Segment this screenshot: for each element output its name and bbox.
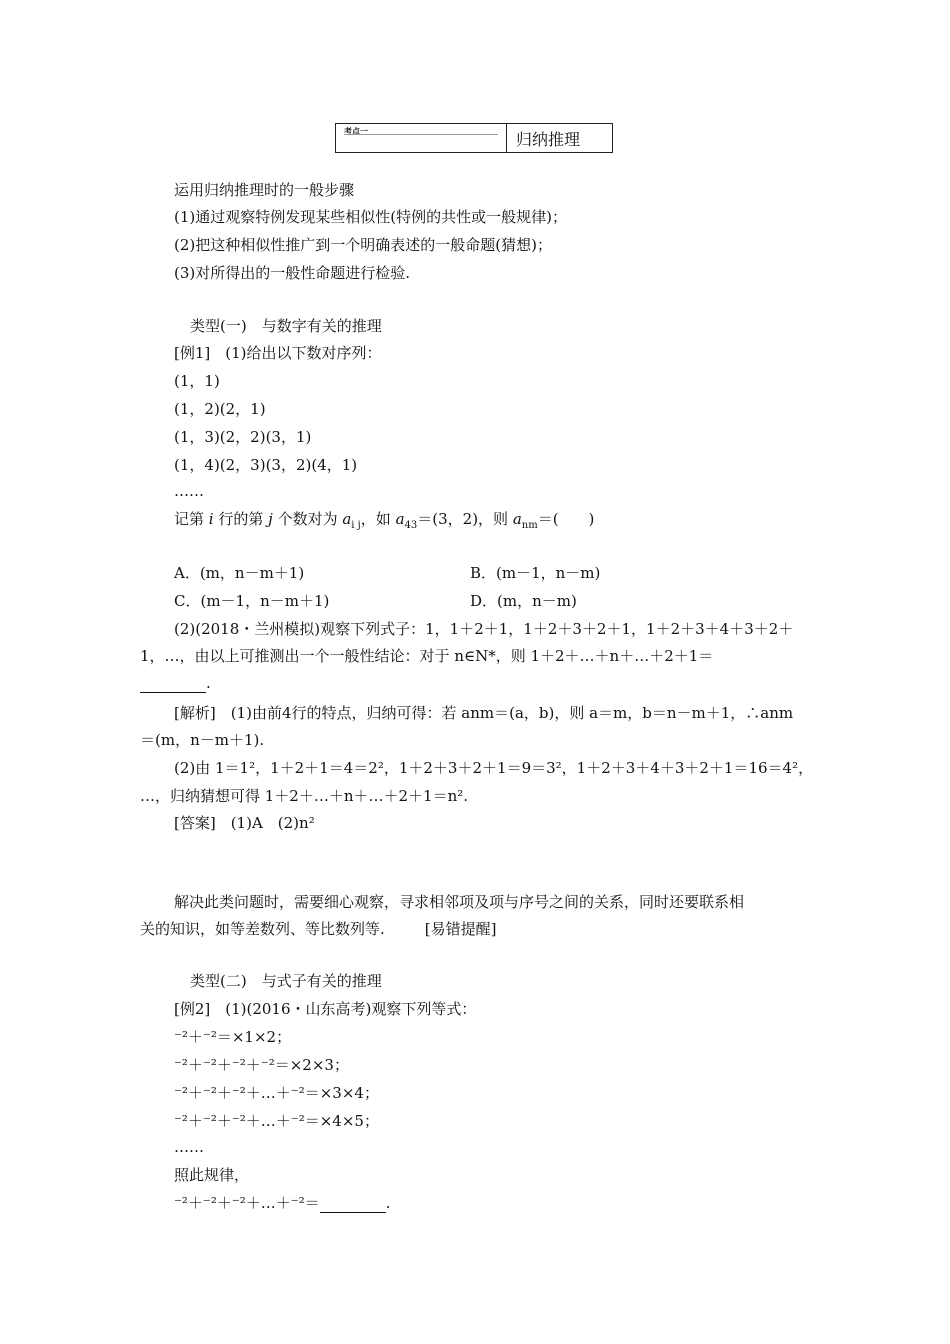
final-blank — [320, 1198, 386, 1213]
part2-line-1: (2)(2018・兰州模拟)观察下列式子：1，1＋2＋1，1＋2＋3＋2＋1，1＋2＋3＋4＋3＋2＋ — [174, 620, 794, 638]
example1-intro: [例1] (1)给出以下数对序列： — [174, 344, 382, 362]
question-a3: a — [512, 510, 522, 528]
final-end: . — [385, 1194, 391, 1212]
intro-step-3: (3)对所得出的一般性命题进行检验. — [174, 264, 411, 282]
equation-dots: …… — [174, 1138, 204, 1156]
question-sub-ij: i j — [351, 520, 361, 531]
analysis-line-1: [解析] (1)由前4行的特点，归纳可得：若 anm＝(a，b)，则 a＝m，b＝n－m＋1，∴anm — [174, 704, 794, 722]
question-a2: a — [395, 510, 405, 528]
section-tag: 考点一 — [344, 126, 368, 136]
sequence-row-3: (1，3)(2，2)(3，1) — [174, 428, 312, 446]
intro-step-2: (2)把这种相似性推广到一个明确表述的一般命题(猜想)； — [174, 236, 552, 254]
question-text-1: 记第 — [174, 510, 209, 528]
tip-line-2 — [140, 919, 497, 939]
part2-line-3 — [140, 673, 211, 693]
sequence-dots: …… — [174, 482, 204, 500]
final-equation-text: ⁻²＋⁻²＋⁻²＋…＋⁻²＝ — [174, 1194, 320, 1212]
question-text-6: ＝( ) — [537, 510, 595, 528]
question-sub-43: 43 — [404, 520, 418, 531]
intro-heading: 运用归纳推理时的一般步骤 — [174, 181, 355, 199]
section-title: 归纳推理 — [516, 130, 581, 149]
analysis-line-2: ＝(m，n－m＋1). — [140, 731, 265, 749]
analysis-line-3: (2)由 1＝1²，1＋2＋1＝4＝2²，1＋2＋3＋2＋1＝9＝3²，1＋2＋3＋4＋3＋2＋1＝16＝4²， — [174, 759, 814, 777]
equation-4: ⁻²＋⁻²＋⁻²＋…＋⁻²＝×4×5； — [174, 1112, 379, 1130]
question-text-2: 行的第 — [213, 510, 269, 528]
question-text-3: 个数对为 — [272, 510, 343, 528]
option-d: D．(m，n－m) — [470, 592, 577, 610]
option-a: A．(m，n－m＋1) — [174, 564, 305, 582]
answer-line: [答案] (1)A (2)n² — [174, 814, 315, 832]
part2-line-2: 1，…，由以上可推测出一个一般性结论：对于 n∈N*，则 1＋2＋…＋n＋…＋2＋1＝ — [140, 647, 714, 665]
question-var-j: j — [268, 510, 273, 528]
sequence-row-1: (1，1) — [174, 372, 220, 390]
question-var-i: i — [208, 510, 214, 528]
equation-1: ⁻²＋⁻²＝×1×2； — [174, 1028, 292, 1046]
question-sub-nm: nm — [521, 520, 538, 531]
option-c: C．(m－1，n－m＋1) — [174, 592, 330, 610]
rule-text: 照此规律， — [174, 1166, 250, 1184]
section-header-left-cell — [336, 124, 507, 152]
sequence-row-2: (1，2)(2，1) — [174, 400, 266, 418]
analysis-line-4: …，归纳猜想可得 1＋2＋…＋n＋…＋2＋1＝n². — [140, 787, 469, 805]
question-text-5: ＝(3，2)，则 — [417, 510, 513, 528]
sequence-row-4: (1，4)(2，3)(3，2)(4，1) — [174, 456, 358, 474]
equation-3: ⁻²＋⁻²＋⁻²＋…＋⁻²＝×3×4； — [174, 1084, 379, 1102]
tip-text: 关的知识，如等差数列、等比数列等. — [140, 920, 385, 938]
answer-blank — [140, 678, 206, 693]
part2-end: . — [206, 674, 211, 692]
header-rule — [344, 134, 498, 135]
section-header — [335, 123, 613, 153]
intro-step-1: (1)通过观察特例发现某些相似性(特例的共性或一般规律)； — [174, 208, 567, 226]
question-a1: a — [342, 510, 352, 528]
option-b: B．(m－1，n－m) — [470, 564, 601, 582]
type2-heading: 类型(二) 与式子有关的推理 — [190, 972, 382, 990]
equation-2: ⁻²＋⁻²＋⁻²＋⁻²＝×2×3； — [174, 1056, 349, 1074]
final-equation — [174, 1193, 391, 1213]
example2-intro: [例2] (1)(2016・山东高考)观察下列等式： — [174, 1000, 477, 1018]
question-text-4: ，如 — [360, 510, 396, 528]
tip-label: [易错提醒] — [424, 920, 497, 938]
tip-line-1: 解决此类问题时，需要细心观察，寻求相邻项及项与序号之间的关系，同时还要联系相 — [174, 893, 745, 911]
example1-question — [174, 509, 594, 529]
type1-heading: 类型(一) 与数字有关的推理 — [190, 317, 382, 335]
